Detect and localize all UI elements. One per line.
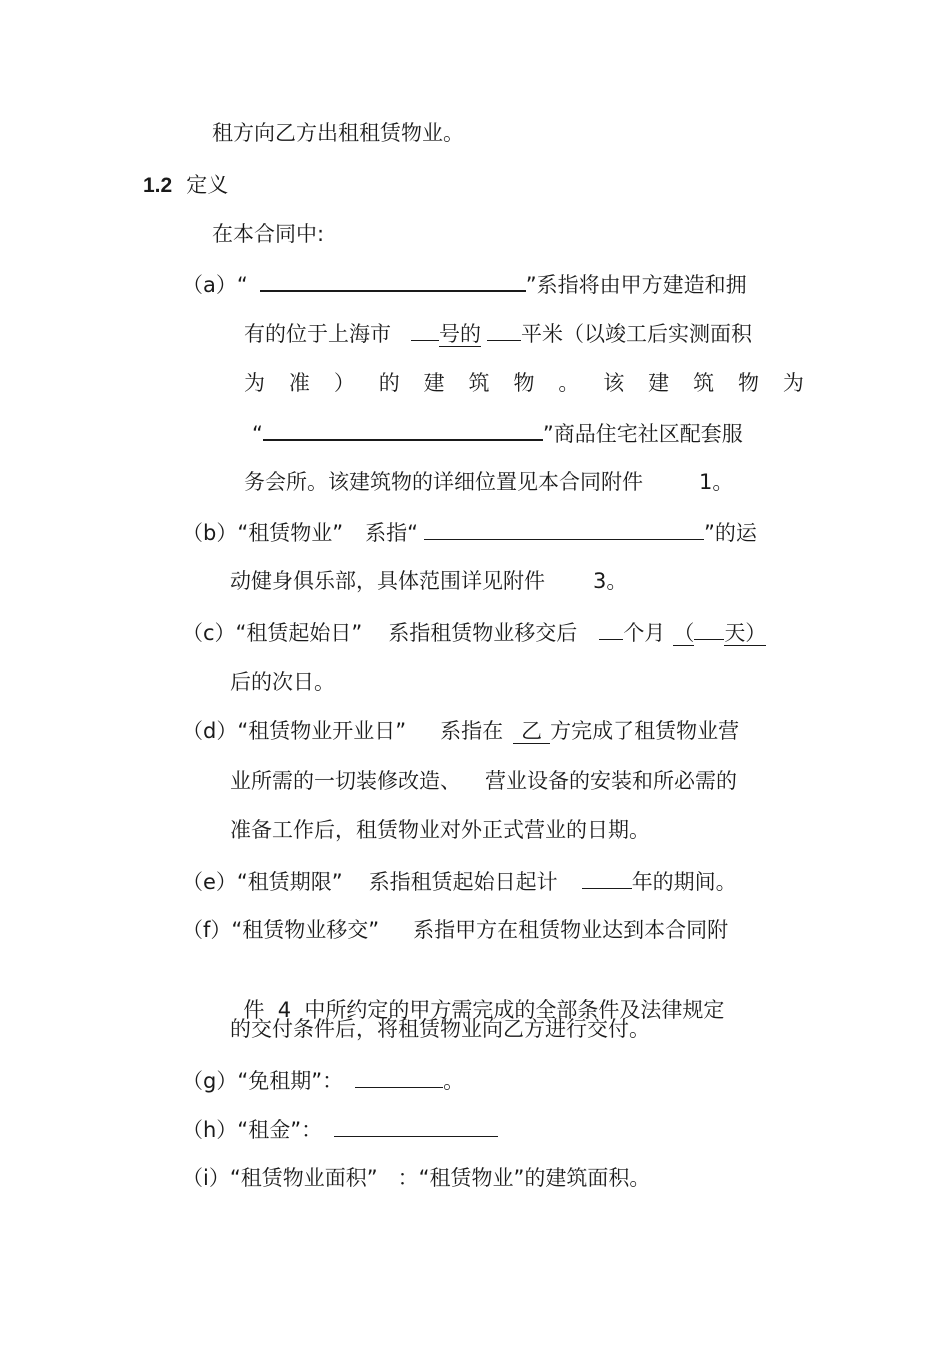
item-d-text-1c: 方完成了租赁物业营 <box>550 719 740 743</box>
item-f-text-3: 的交付条件后，将租赁物业向乙方进行交付。 <box>230 1017 650 1041</box>
intro-line <box>212 118 464 148</box>
item-d-text-2a: 业所需的一切装修改造、 <box>230 769 461 793</box>
item-e-years-blank[interactable] <box>582 866 632 889</box>
item-c-month-blank[interactable] <box>599 617 623 640</box>
item-a-line-5 <box>244 467 733 497</box>
section-number: 1.2 <box>143 174 173 197</box>
item-a-number-blank[interactable] <box>411 318 439 341</box>
item-a-char: ） <box>333 371 355 395</box>
item-a-char: 筑 <box>693 371 715 395</box>
intro-text: 租方向乙方出租租赁物业。 <box>212 121 464 145</box>
item-d-line-3 <box>230 815 650 845</box>
item-a-area-blank[interactable] <box>487 318 521 341</box>
item-a-char: 物 <box>737 371 759 395</box>
item-a-char: 为 <box>782 371 804 395</box>
item-d-text-2b: 营业设备的安装和所必需的 <box>485 769 737 793</box>
item-a-marker: （a）“ <box>182 273 248 297</box>
section-heading <box>143 170 228 201</box>
item-a-char: 准 <box>288 371 310 395</box>
item-c-term: （c）“租赁起始日” <box>182 621 363 645</box>
item-a-name-blank[interactable] <box>260 268 526 292</box>
item-f-text-2: 件 4 中所约定的甲方需完成的全部条件及法律规定 <box>243 998 725 1022</box>
item-i-text-1b: ：“租赁物业”的建筑面积。 <box>397 1166 651 1190</box>
item-g-line-1 <box>182 1065 464 1096</box>
item-d-term: （d）“租赁物业开业日” <box>182 719 407 743</box>
item-d-line-1 <box>182 716 739 746</box>
item-h-rent-blank[interactable] <box>334 1114 498 1137</box>
item-b-text-1b: 系指“ <box>365 521 418 545</box>
item-f-text-1b: 系指甲方在租赁物业达到本合同附 <box>413 918 729 942</box>
item-a-text-2a: 有的位于上海市 <box>244 322 391 346</box>
item-b-text-1c: ”的运 <box>703 521 757 545</box>
item-a-char: 为 <box>244 371 265 395</box>
item-a-char: 。 <box>558 371 580 395</box>
item-a-text-5b: 1。 <box>699 470 734 494</box>
item-a-open-quote: “ <box>252 422 263 446</box>
item-h-line-1 <box>182 1114 498 1145</box>
lead-text: 在本合同中: <box>212 222 325 246</box>
item-c-day-unit: 天） <box>724 621 767 645</box>
item-c-line-2 <box>230 667 335 697</box>
item-a-text-2c: 平米（以竣工后实测面积 <box>521 322 752 346</box>
item-a-char: 该 <box>603 371 625 395</box>
item-a-char: 建 <box>648 371 670 395</box>
item-b-term: （b）“租赁物业” <box>182 521 344 545</box>
item-f-line-1 <box>182 915 728 945</box>
item-a-char: 筑 <box>468 371 490 395</box>
item-d-line-2 <box>230 766 737 796</box>
item-a-text-5a: 务会所。该建筑物的详细位置见本合同附件 <box>244 470 643 494</box>
item-e-line-1 <box>182 866 737 897</box>
item-b-text-2b: 3。 <box>593 569 628 593</box>
item-a-line-2 <box>244 318 752 349</box>
item-a-community-blank[interactable] <box>263 417 543 441</box>
item-c-text-2: 后的次日。 <box>230 670 335 694</box>
item-c-day-blank[interactable] <box>694 617 724 640</box>
section-title: 定义 <box>186 173 229 197</box>
item-g-rentfree-blank[interactable] <box>355 1065 443 1088</box>
item-b-blank[interactable] <box>424 517 704 540</box>
item-a-line-4 <box>252 417 743 449</box>
item-c-line-1 <box>182 617 766 648</box>
item-g-period: 。 <box>443 1069 465 1093</box>
item-c-text-1c: 个月 <box>623 621 666 645</box>
item-b-line-1 <box>182 517 757 548</box>
item-d-text-1b: 系指在 <box>440 719 504 743</box>
item-a-line-3 <box>244 368 804 398</box>
item-c-text-1b: 系指租赁物业移交后 <box>388 621 578 645</box>
item-a-line-1 <box>182 268 747 300</box>
item-d-party-fill[interactable]: 乙 <box>513 719 550 744</box>
lead-line <box>212 219 324 249</box>
item-e-text-1c: 年的期间。 <box>631 870 737 894</box>
item-f-line-3 <box>230 1014 650 1044</box>
item-b-line-2 <box>230 566 627 596</box>
item-i-line-1 <box>182 1163 650 1193</box>
item-a-text-4: ”商品住宅社区配套服 <box>542 422 743 446</box>
item-e-term: （e）“租赁期限” <box>182 870 343 894</box>
item-d-text-3: 准备工作后，租赁物业对外正式营业的日期。 <box>230 818 650 842</box>
item-g-term: （g）“免租期”： <box>182 1069 344 1093</box>
item-a-text-1: ”系指将由甲方建造和拥 <box>525 273 747 297</box>
item-e-text-1b: 系指租赁起始日起计 <box>368 870 558 894</box>
item-a-char: 的 <box>378 371 400 395</box>
item-h-term: （h）“租金”： <box>182 1118 323 1142</box>
item-a-text-2b: 号的 <box>439 322 481 346</box>
item-a-char: 物 <box>513 371 535 395</box>
item-b-text-2a: 动健身俱乐部，具体范围详见附件 <box>230 569 545 593</box>
item-a-char: 建 <box>423 371 445 395</box>
item-c-paren-open: （ <box>673 621 695 645</box>
item-f-term: （f）“租赁物业移交” <box>182 918 380 942</box>
item-i-term: （i）“租赁物业面积” <box>182 1166 378 1190</box>
